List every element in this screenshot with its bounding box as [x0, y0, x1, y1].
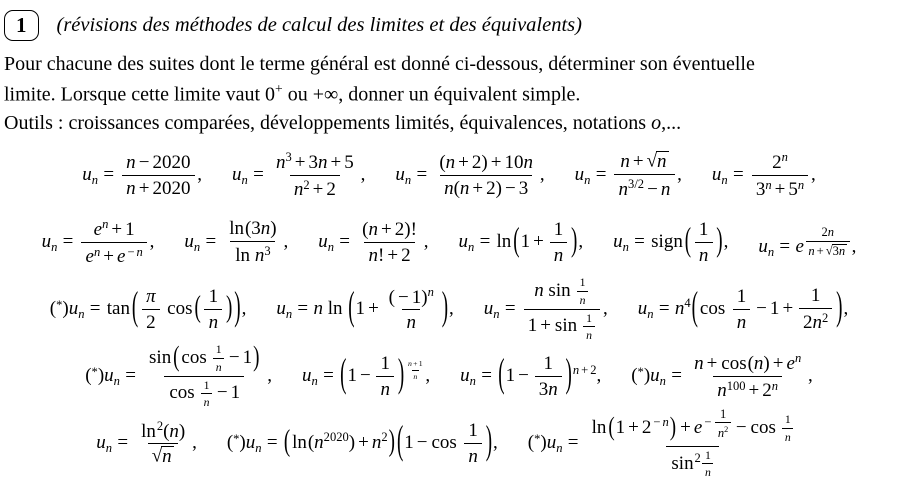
formula-row-2: [4, 209, 894, 276]
formula-1-5: un = $\frac{2n}{3n + 5n}$ ,: [711, 149, 816, 201]
formulas-area: [4, 142, 894, 480]
outils-line-pre: Outils : croissances comparées, développements limités, équivalences, notations: [4, 112, 652, 135]
formula-row-3: [4, 276, 894, 343]
formula-2-6: un = e $\frac{2n}{n + √3n}$ ,: [758, 225, 857, 259]
formula-1-4: un = $\frac{n + √n}{n3/2 - n}$ ,: [574, 150, 682, 200]
formula-5-3: (*)un = ln (1 + 2 − n) + e − $\frac{1}{n2}$ − cos $\frac{1}{n}$ sin2 $\frac{1}{n}$: [528, 407, 802, 480]
formula-2-1: un = $\frac{en + 1}{en + e - n}$ ,: [41, 216, 155, 268]
formula-2-5: un = sign ( $\frac{1}{n}$ ),: [613, 218, 729, 266]
formula-4-2: un = (1 − $\frac{1}{n}$ ) $\frac{n+1}{n}$ ,: [302, 352, 431, 400]
intro-paragraph: [4, 50, 894, 137]
exercise-subtitle: (révisions des méthodes de calcul des limites et des équivalents): [56, 14, 582, 37]
exercise-header: [4, 10, 894, 41]
formula-row-5: [4, 406, 894, 480]
formula-4-4: (*)un = $\frac{n + \cos(n) + en}{n100 + 2n}$ ,: [631, 350, 813, 402]
intro-line2-post: ou +∞, donner un équivalent simple.: [282, 83, 581, 106]
formula-3-4: un = n4( cos $\frac{1}{n}$ − 1 + $\frac{1}{2n2}$ ),: [637, 284, 849, 334]
formula-2-2: un = $\frac{\ln(3n)}{\text{ln n3}}$ ,: [184, 217, 289, 267]
intro-line2-pre: limite. Lorsque cette limite vaut 0: [4, 83, 276, 106]
zero-plus-sup: +: [275, 80, 283, 96]
formula-3-3: un = n sin $\frac{1}{n}$ 1 + sin $\frac{1}{n}$ ,: [483, 276, 608, 343]
formula-1-2: un = $\frac{n3 + 3n + 5}{n2 + 2}$ ,: [232, 149, 366, 201]
formula-2-3: un = $\frac{(n + 2)!}{n! + 2}$ ,: [318, 218, 429, 266]
outils-var-o: o: [651, 112, 662, 135]
formula-row-4: [4, 343, 894, 410]
formula-1-3: un = $\frac{(n + 2) + 10n}{n(n + 2) - 3}$ ,: [395, 151, 545, 199]
formula-5-2: (*)un = ( ln(n2020) + n2) (1 − cos $\frac{1}{n}$ ),: [226, 419, 498, 467]
formula-row-1: [4, 142, 894, 209]
formula-3-2: un = n ln (1 + $\frac{( - 1)n}{n}$ ),: [276, 284, 454, 334]
intro-line1: Pour chacune des suites dont le terme général est donné ci-dessous, déterminer son éventuelle: [4, 53, 755, 76]
formula-1-1: un = $\frac{n - 2020}{n + 2020}$ ,: [82, 151, 203, 199]
formula-4-1: (*)un = sin ( cos $\frac{1}{n}$ − 1) cos $\frac{1}{n}$ − 1 ,: [85, 341, 272, 410]
formula-2-4: un = ln (1 + $\frac{1}{n}$ ),: [458, 218, 584, 266]
formula-4-3: un = (1 − $\frac{1}{3n}$ )n + 2,: [460, 352, 602, 400]
formula-3-1: (*)un = tan ( $\frac{\pi}{2}$ cos ( $\frac{1}{n}$ ) ),: [49, 285, 247, 333]
outils-line-post: ,...: [661, 112, 682, 135]
formula-5-1: un = $\frac{\ln 2(n)}{√n}$ ,: [96, 418, 197, 468]
exercise-number-box: 1: [4, 10, 39, 41]
